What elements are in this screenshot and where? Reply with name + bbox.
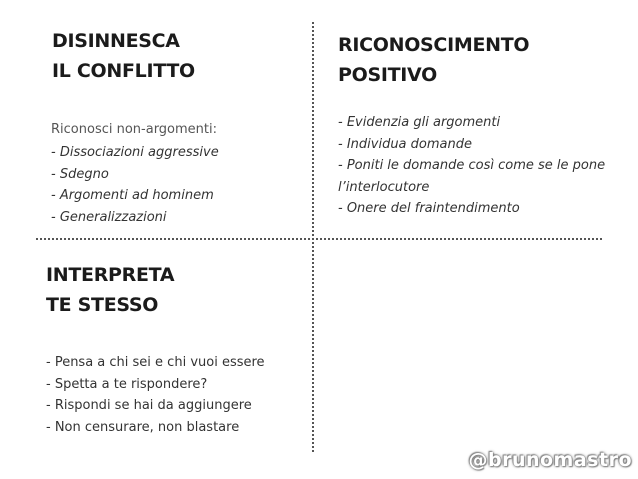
- q1-intro: Riconosci non-argomenti:: [51, 122, 218, 137]
- q2-title-line2: POSITIVO: [338, 64, 437, 86]
- list-item: - Sdegno: [51, 166, 109, 182]
- vertical-divider: [312, 22, 314, 452]
- list-item: - Individua domande: [338, 136, 472, 152]
- q3-title-line1: INTERPRETA: [46, 264, 175, 286]
- list-item: - Poniti le domande così come se le pone: [338, 158, 606, 173]
- list-item: l’interlocutore: [338, 179, 430, 195]
- list-item: - Argomenti ad hominem: [51, 188, 214, 203]
- q3-title-line2: TE STESSO: [46, 294, 159, 316]
- watermark-handle: @brunomastro: [468, 449, 632, 471]
- list-item: - Pensa a chi sei e chi vuoi essere: [46, 355, 265, 370]
- q1-list: [51, 142, 219, 228]
- horizontal-divider: [36, 238, 602, 240]
- list-item: - Spetta a te rispondere?: [46, 376, 208, 392]
- q3-list: [46, 352, 265, 438]
- list-item: - Generalizzazioni: [51, 209, 167, 225]
- list-item: - Rispondi se hai da aggiungere: [46, 398, 252, 413]
- q1-title: [52, 26, 195, 86]
- q1-title-line2: IL CONFLITTO: [52, 60, 195, 82]
- q3-title: [46, 260, 174, 320]
- q2-list: [338, 112, 605, 220]
- list-item: - Non censurare, non blastare: [46, 419, 240, 435]
- q2-title: [338, 30, 529, 90]
- q2-title-line1: RICONOSCIMENTO: [338, 34, 530, 56]
- list-item: - Evidenzia gli argomenti: [338, 115, 501, 130]
- list-item: - Onere del fraintendimento: [338, 201, 520, 216]
- list-item: - Dissociazioni aggressive: [51, 145, 219, 160]
- q1-title-line1: DISINNESCA: [52, 30, 180, 52]
